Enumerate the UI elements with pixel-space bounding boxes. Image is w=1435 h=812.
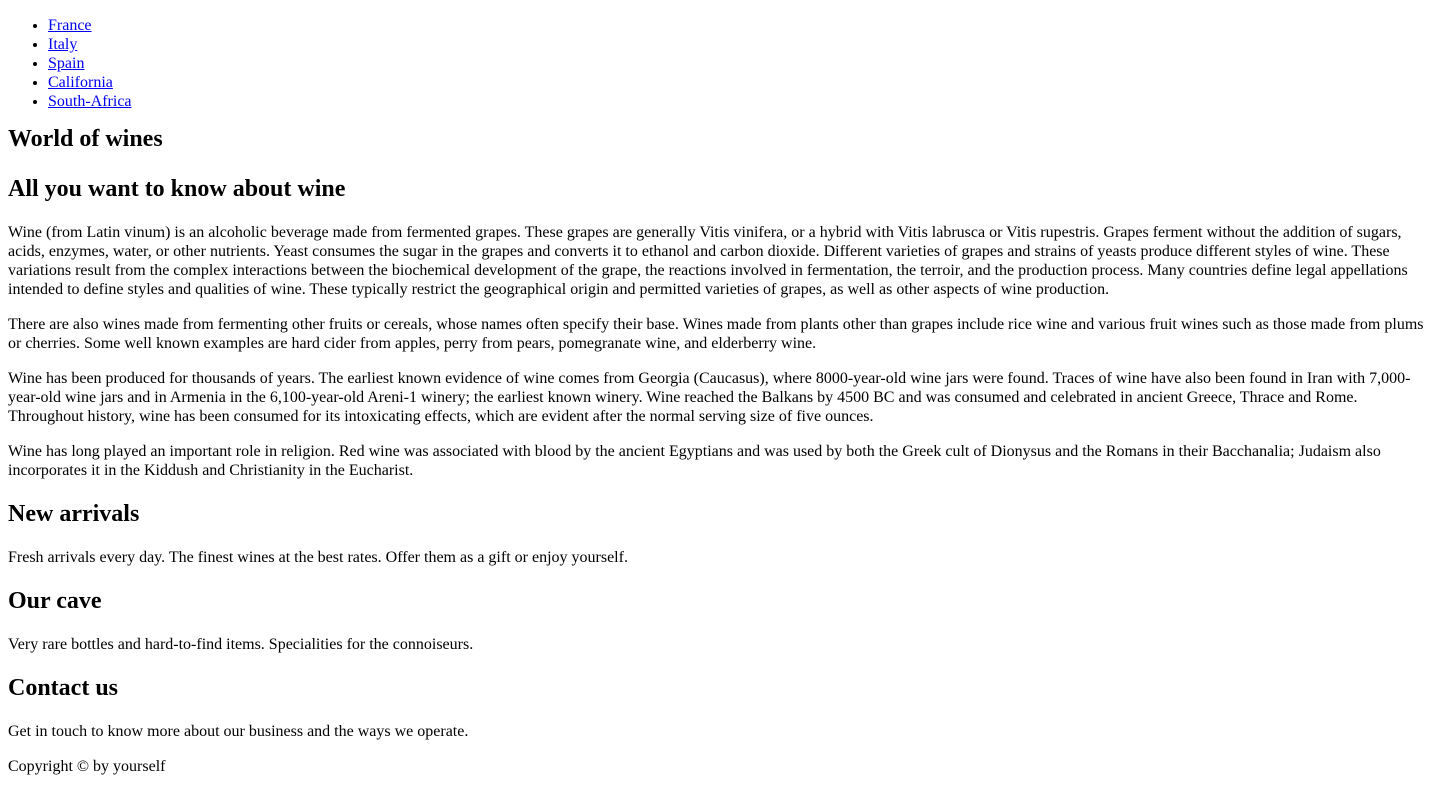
section-text-our-cave: Very rare bottles and hard-to-find items. Specialities for the connoiseurs. [8,636,474,653]
section-heading-new-arrivals: New arrivals [8,501,140,527]
nav-item-south-africa [48,92,1427,111]
intro-paragraph-history: Wine has been produced for thousands of years. The earliest known evidence of wine comes from Georgia (Caucasus), where 8000-year-old wine jars were found. Traces of wine have also been found in Iran with 7,000-year-old wine jars and in Armenia in the 6,100-year-old Areni-1 winery; the earliest known winery. Wine reached the Balkans by 4500 BC and was consumed and celebrated in ancient Greece, Thrace and Rome. Throughout history, wine has been consumed for its intoxicating effects, which are evident after the normal serving size of five ounces. [8,370,1411,425]
intro-paragraph-religion: Wine has long played an important role in religion. Red wine was associated with blood by the ancient Egyptians and was used by both the Greek cult of Dionysus and the Romans in their Bacchanalia; Judaism also incorporates it in the Kiddush and Christianity in the Eucharist. [8,443,1381,479]
nav-item-france [48,16,1427,35]
page-title: World of wines [8,126,163,152]
nav-link-spain[interactable]: Spain [48,55,85,72]
intro-paragraph-other-fruits: There are also wines made from fermenting other fruits or cereals, whose names often specify their base. Wines made from plants other than grapes include rice wine and various fruit wines such as those made from plums or cherries. Some well known examples are hard cider from apples, perry from pears, pomegranate wine, and elderberry wine. [8,316,1424,352]
nav-link-italy[interactable]: Italy [48,36,78,53]
section-text-new-arrivals: Fresh arrivals every day. The finest wines at the best rates. Offer them as a gift or enjoy yourself. [8,549,628,566]
nav-link-california[interactable]: California [48,74,113,91]
page [0,16,1435,776]
page-subtitle: All you want to know about wine [8,176,346,202]
nav-link-france[interactable]: France [48,17,92,34]
nav-link-south-africa[interactable]: South-Africa [48,93,132,110]
intro-paragraph-definition: Wine (from Latin vinum) is an alcoholic beverage made from fermented grapes. These grapes are generally Vitis vinifera, or a hybrid with Vitis labrusca or Vitis rupestris. Grapes ferment without the addition of sugars, acids, enzymes, water, or other nutrients. Yeast consumes the sugar in the grapes and converts it to ethanol and carbon dioxide. Different varieties of grapes and strains of yeasts produce different styles of wine. These variations result from the complex interactions between the biochemical development of the grape, the reactions involved in fermentation, the terroir, and the production process. Many countries define legal appellations intended to define styles and qualities of wine. These typically restrict the geographical origin and permitted varieties of grapes, as well as other aspects of wine production. [8,224,1408,298]
country-nav [8,16,1427,111]
nav-item-spain [48,54,1427,73]
section-heading-contact: Contact us [8,675,119,701]
footer-copyright: Copyright © by yourself [8,758,166,775]
section-text-contact: Get in touch to know more about our business and the ways we operate. [8,723,469,740]
nav-item-california [48,73,1427,92]
section-heading-our-cave: Our cave [8,588,102,614]
nav-item-italy [48,35,1427,54]
